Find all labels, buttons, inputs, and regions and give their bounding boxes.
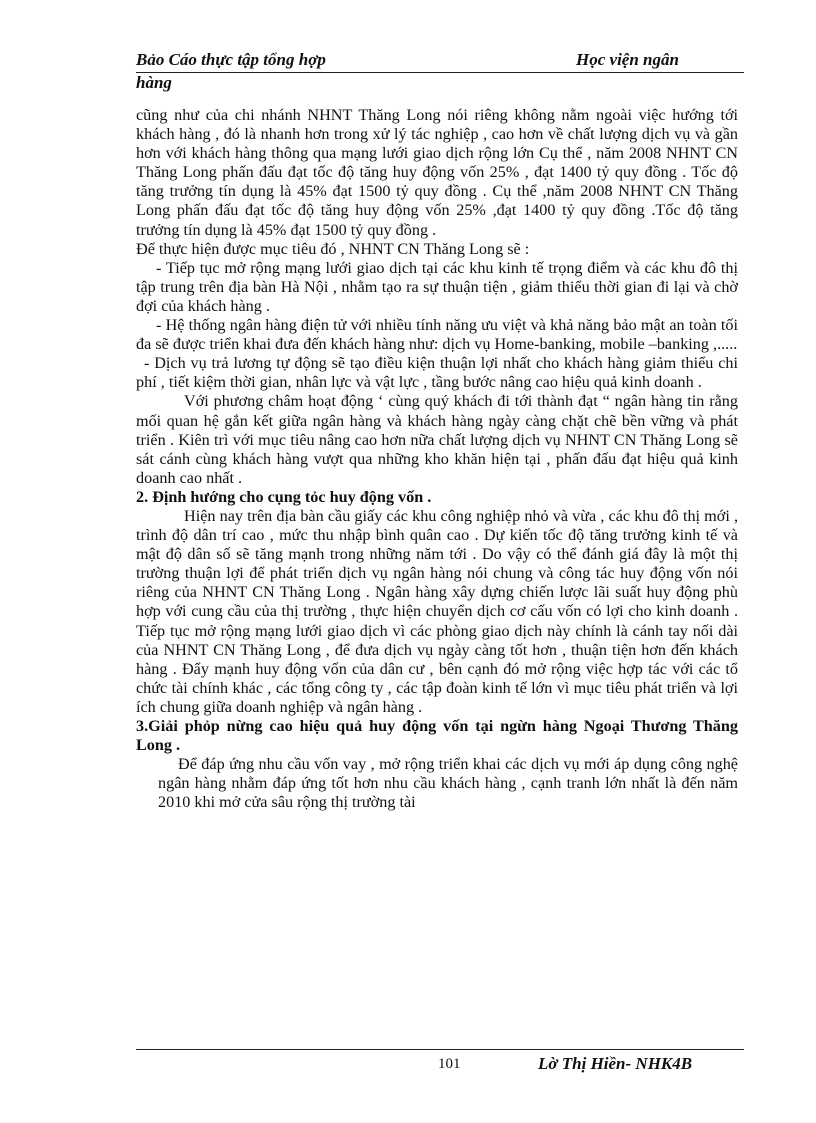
bullet-auto-payroll: - Dịch vụ trả lương tự động sẽ tạo điều kiện thuận lợi nhất cho khách hàng giảm thiểu chi phí , tiết kiệm thời gian, nhân lực và vật lực , tầng bước nâng cao hiệu quả kinh doanh . <box>136 354 738 392</box>
paragraph-solutions: Để đáp ứng nhu cầu vốn vay , mở rộng triển khai các dịch vụ mới áp dụng công nghệ ngân hàng nhằm đáp ứng tốt hơn nhu cầu khách hàng , cạnh tranh lớn nhất là đến năm 2010 khi mở cửa sâu rộng thị trường tài <box>158 755 738 812</box>
header-institution: Học viện ngân <box>576 50 679 69</box>
paragraph-intro: cũng như của chi nhánh NHNT Thăng Long nói riêng không nằm ngoài việc hướng tới khách hàng , đó là nhanh hơn trong xử lý tác nghiệp , cao hơn về chất lượng dịch vụ và gần hơn với khách hàng thông qua mạng lưới giao dịch rộng lớn Cụ thể , năm 2008 NHNT CN Thăng Long phấn đấu đạt tốc độ tăng huy động vốn 25% , đạt 1400 tỷ quy đồng . Tốc độ tăng trưởng tín dụng là 45% đạt 1500 tỷ quy đồng . Cụ thể ,năm 2008 NHNT CN Thăng Long phấn đấu đạt tốc độ tăng huy động vốn 25% ,đạt 1400 tỷ quy đồng .Tốc độ tăng trưởng tín dụng là 45% đạt 1500 tỷ quy đồng . <box>136 106 738 239</box>
page-number: 101 <box>438 1056 461 1072</box>
footer-divider <box>136 1049 744 1050</box>
section-heading-3: 3.Giải phỏp nừng cao hiệu quả huy động vốn tại ngừn hàng Ngoại Thương Thăng Long . <box>136 717 738 755</box>
paragraph-motto: Với phương châm hoạt động ‘ cùng quý khách đi tới thành đạt “ ngân hàng tin rằng mối quan hệ gắn kết giữa ngân hàng và khách hàng ngày càng chặt chẽ bền vững và phát triển . Kiên trì với mục tiêu nâng cao hơn nữa chất lượng dịch vụ NHNT CN Thăng Long sẽ sát cánh cùng khách hàng vượt qua những kho khăn hiện tại , phấn đấu đạt hiệu quả kinh doanh cao nhất . <box>136 392 738 487</box>
bullet-network-expansion: - Tiếp tục mở rộng mạng lưới giao dịch tại các khu kinh tế trọng điểm và các khu đô thị tập trung trên địa bàn Hà Nội , nhằm tạo ra sự thuận tiện , giảm thiểu thời gian đi lại và chờ đợi của khách hàng . <box>136 258 738 315</box>
paragraph-capital-orientation: Hiện nay trên địa bàn cầu giấy các khu công nghiệp nhỏ và vừa , các khu đô thị mới , trình độ dân trí cao , mức thu nhập bình quân cao . Dự kiến tốc độ tăng trưởng kinh tế và mật độ dân số sẽ tăng mạnh trong những năm tới . Do vậy có thể đánh giá đây là một thị trường thuận lợi để phát triển dịch vụ ngân hàng nói chung và công tác huy động vốn nói riêng của NHNT CN Thăng Long . Ngân hàng xây dựng chiến lược lãi suất huy động phù hợp với cung cầu của thị trường , thực hiện chuyển dịch cơ cấu vốn có lợi cho kinh doanh . Tiếp tục mở rộng mạng lưới giao dịch vì các phòng giao dịch này chính là cánh tay nối dài của NHNT CN Thăng Long , để đưa dịch vụ ngày càng tốt hơn , thuận tiện hơn đến khách hàng . Đẩy mạnh huy động vốn của dân cư , bên cạnh đó mở rộng việc hợp tác với các tổ chức tài chính khác , các tổng công ty , các tập đoàn kinh tế lớn vì mục tiêu phát triển và lợi ích chung giữa doanh nghiệp và ngân hàng . <box>136 506 738 716</box>
section-heading-2: 2. Định hướng cho cụng tỏc huy động vốn . <box>136 487 432 506</box>
page-header <box>136 50 744 73</box>
paragraph-goals-lead: Để thực hiện được mục tiêu đó , NHNT CN Thăng Long sẽ : <box>136 239 530 258</box>
header-report-title: Bảo Cáo thực tập tổng hợp <box>136 50 326 69</box>
bullet-e-banking: - Hệ thống ngân hàng điện tử với nhiều tính năng ưu việt và khả năng bảo mật an toàn tối đa sẽ được triển khai đưa đến khách hàng như: dịch vụ Home-banking, mobile –banking ,..... <box>136 316 738 354</box>
footer-author: Lờ Thị Hiền- NHK4B <box>538 1054 693 1073</box>
document-body <box>136 106 738 812</box>
header-institution-continued: hàng <box>136 73 172 92</box>
